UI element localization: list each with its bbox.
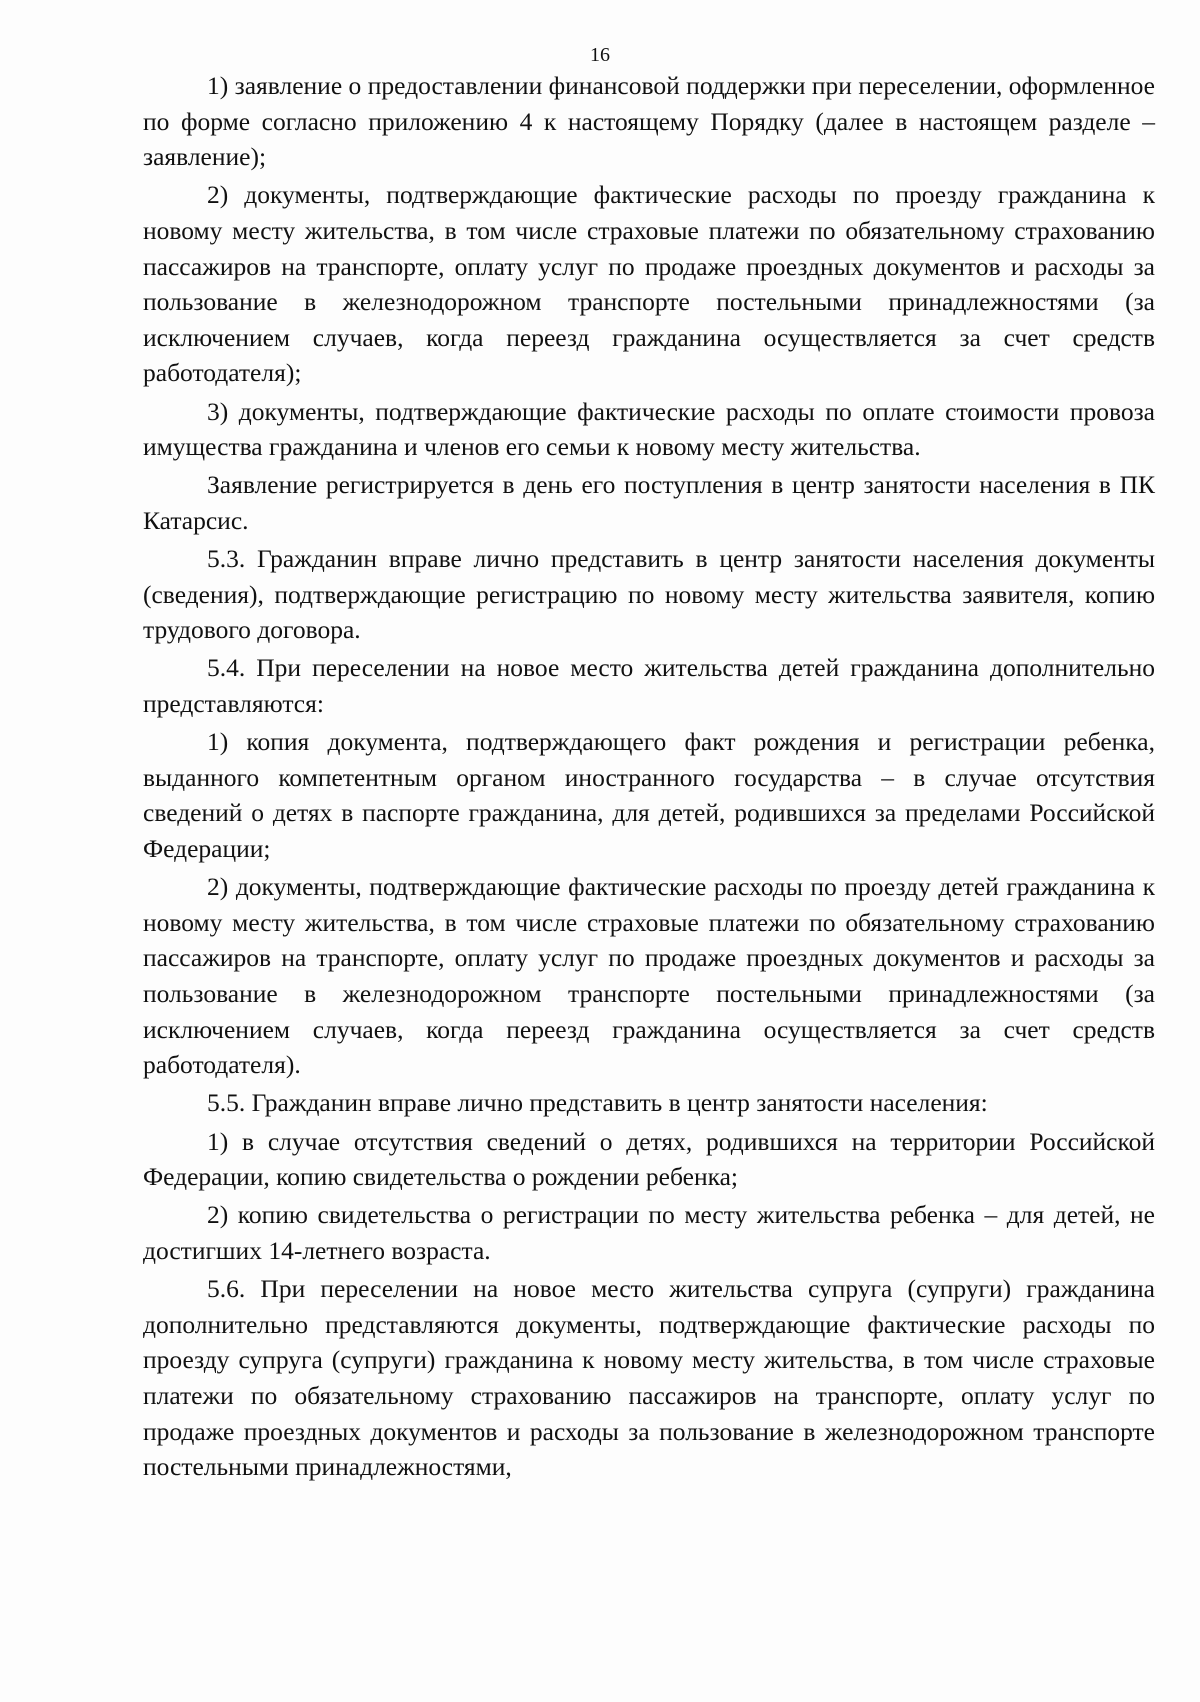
paragraph-5-6: 5.6. При переселении на новое место жительства супруга (супруги) гражданина дополнительно представляются документы, подтверждающие фактические расходы по проезду супруга (супруги) гражданина к новому месту жительства, в том числе страховые платежи по обязательному страхованию пассажиров на транспорте, оплату услуг по продаже проездных документов и расходы за пользование в железнодорожном транспорте постельными принадлежностями, bbox=[143, 1274, 1155, 1482]
document-body bbox=[143, 68, 1155, 1487]
paragraph-5-4: 5.4. При переселении на новое место жительства детей гражданина дополнительно представляются: bbox=[143, 653, 1155, 719]
paragraph-5-4-item-1: 1) копия документа, подтверждающего факт рождения и регистрации ребенка, выданного компетентным органом иностранного государства – в случае отсутствия сведений о детях в паспорте гражданина, для детей, родившихся за пределами Российской Федерации; bbox=[143, 727, 1155, 864]
paragraph-5-5-item-1: 1) в случае отсутствия сведений о детях, родившихся на территории Российской Федерации, копию свидетельства о рождении ребенка; bbox=[143, 1126, 1155, 1192]
paragraph-5-3: 5.3. Гражданин вправе лично представить в центр занятости населения документы (сведения), подтверждающие регистрацию по новому месту жительства заявителя, копию трудового договора. bbox=[143, 544, 1155, 645]
paragraph-5-5-item-2: 2) копию свидетельства о регистрации по месту жительства ребенка – для детей, не достигших 14-летнего возраста. bbox=[143, 1200, 1155, 1265]
paragraph-registration: Заявление регистрируется в день его поступления в центр занятости населения в ПК Катарсис. bbox=[143, 470, 1155, 535]
paragraph-item-2: 2) документы, подтверждающие фактические расходы по проезду гражданина к новому месту жительства, в том числе страховые платежи по обязательному страхованию пассажиров на транспорте, оплату услуг по продаже проездных документов и расходы за пользование в железнодорожном транспорте постельными принадлежностями (за исключением случаев, когда переезд гражданина осуществляется за счет средств работодателя); bbox=[143, 180, 1155, 388]
paragraph-item-1: 1) заявление о предоставлении финансовой поддержки при переселении, оформленное по форме согласно приложению 4 к настоящему Порядку (далее в настоящем разделе – заявление); bbox=[143, 71, 1155, 172]
paragraph-5-5: 5.5. Гражданин вправе лично представить в центр занятости населения: bbox=[207, 1088, 988, 1118]
page-number: 16 bbox=[590, 44, 610, 66]
paragraph-5-4-item-2: 2) документы, подтверждающие фактические расходы по проезду детей гражданина к новому месту жительства, в том числе страховые платежи по обязательному страхованию пассажиров на транспорте, оплату услуг по продаже проездных документов и расходы за пользование в железнодорожном транспорте постельными принадлежностями (за исключением случаев, когда переезд гражданина осуществляется за счет средств работодателя). bbox=[143, 872, 1155, 1080]
paragraph-item-3: 3) документы, подтверждающие фактические расходы по оплате стоимости провоза имущества гражданина и членов его семьи к новому месту жительства. bbox=[143, 396, 1155, 462]
